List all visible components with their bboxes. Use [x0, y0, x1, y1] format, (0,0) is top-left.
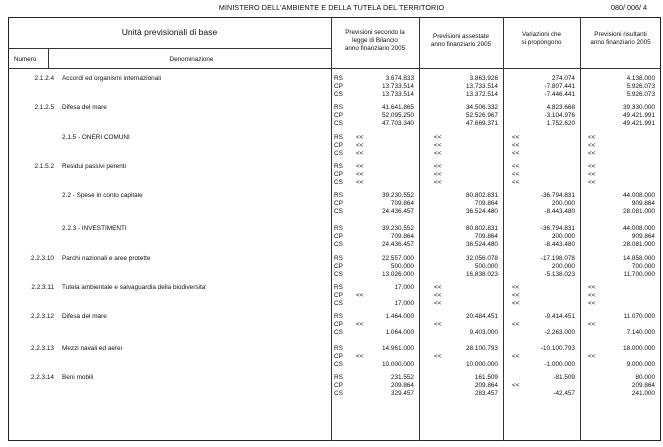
value-assestate: << [434, 134, 442, 141]
value-risultanti: << [588, 321, 596, 328]
table-row-numero: 2.2.3.10 [30, 255, 54, 262]
value-bilancio: 10.000.000 [382, 361, 414, 368]
value-risultanti: 241.000 [631, 390, 655, 397]
value-bilancio: << [356, 142, 364, 149]
value-variazioni: << [512, 163, 520, 170]
value-variazioni: 200.000 [551, 233, 575, 240]
value-bilancio: << [356, 179, 364, 186]
value-risultanti: 39.330.000 [623, 104, 655, 111]
denominazione-header: Denominazione [169, 56, 214, 63]
value-bilancio: 14.961.000 [382, 345, 414, 352]
value-assestate: 3.863.926 [469, 75, 498, 82]
value-risultanti: 80.000 [635, 374, 655, 381]
value-risultanti: 5.926.073 [626, 91, 655, 98]
value-bilancio: 1.464.000 [385, 313, 414, 320]
table-row-denominazione: Beni mobili [62, 374, 94, 381]
value-variazioni: 4.823.668 [546, 104, 575, 111]
table-row-denominazione: 2.2 - Spese in conto capitale [62, 192, 143, 199]
value-variazioni: -8.443.480 [544, 241, 575, 248]
header-divider-upper [8, 48, 331, 49]
value-variazioni: -42.457 [553, 390, 575, 397]
value-variazioni: -7.807.441 [544, 83, 575, 90]
value-risultanti: << [588, 353, 596, 360]
value-bilancio: 209.864 [390, 382, 414, 389]
row-code: CP [334, 353, 343, 360]
row-code: CP [334, 292, 343, 299]
value-assestate: 52.526.967 [466, 112, 498, 119]
value-assestate: << [434, 353, 442, 360]
value-risultanti: 209.864 [631, 382, 655, 389]
value-assestate: << [434, 179, 442, 186]
value-bilancio: 329.457 [390, 390, 414, 397]
row-code: CP [334, 233, 343, 240]
row-code: CP [334, 112, 343, 119]
value-assestate: 500.000 [474, 263, 498, 270]
value-risultanti: << [588, 284, 596, 291]
value-bilancio: << [356, 321, 364, 328]
row-code: RS [334, 104, 343, 111]
value-bilancio: 1.064.000 [385, 329, 414, 336]
value-bilancio: << [356, 171, 364, 178]
value-assestate: 13.372.514 [466, 91, 498, 98]
table-row-numero: 2.2.3.14 [30, 374, 54, 381]
value-variazioni: << [512, 284, 520, 291]
value-assestate: 20.484.451 [466, 313, 498, 320]
value-variazioni: -2.263.000 [544, 329, 575, 336]
value-bilancio: 709.864 [390, 200, 414, 207]
value-bilancio: 24.436.457 [382, 241, 414, 248]
value-variazioni: << [512, 179, 520, 186]
page-reference: 080/ 006/ 4 [611, 3, 647, 12]
value-risultanti: 700.000 [631, 263, 655, 270]
value-assestate: << [434, 321, 442, 328]
row-code: RS [334, 345, 343, 352]
table-row-numero [10, 134, 54, 142]
value-assestate: << [434, 292, 442, 299]
row-code: RS [334, 255, 343, 262]
table-row-denominazione: Difesa del mare [62, 313, 107, 320]
value-bilancio: << [356, 150, 364, 157]
value-bilancio: 17.000 [394, 284, 414, 291]
value-bilancio: << [356, 163, 364, 170]
value-risultanti: 4.138.000 [626, 75, 655, 82]
value-variazioni: -3.104.976 [544, 112, 575, 119]
value-bilancio: << [356, 353, 364, 360]
risultanti-header: Previsioni risultanti anno finanziario 2005 [590, 31, 651, 46]
value-risultanti: 7.140.000 [626, 329, 655, 336]
row-code: CP [334, 171, 343, 178]
unita-previsionali-header: Unità previsionali di base [121, 27, 218, 37]
value-assestate: 32.056.078 [466, 255, 498, 262]
row-code: RS [334, 313, 343, 320]
value-risultanti: << [588, 150, 596, 157]
value-variazioni: -8.443.480 [544, 208, 575, 215]
variazioni-header: Variazioni che si propongono [521, 31, 562, 46]
header-divider-lower [8, 68, 661, 69]
value-risultanti: 14.858.000 [623, 255, 655, 262]
row-code: RS [334, 192, 343, 199]
value-variazioni: -10.100.793 [540, 345, 575, 352]
numero-header: Numero [14, 56, 37, 63]
row-code: CS [334, 91, 343, 98]
value-assestate: 709.864 [474, 200, 498, 207]
value-assestate: 161.509 [474, 374, 498, 381]
value-bilancio: 709.864 [390, 233, 414, 240]
value-risultanti: 49.421.991 [623, 112, 655, 119]
value-assestate: << [434, 284, 442, 291]
value-bilancio: << [356, 292, 364, 299]
value-assestate: 9.403.000 [469, 329, 498, 336]
table-row-numero: 2.1.5.2 [34, 163, 54, 170]
value-assestate: 47.669.371 [466, 120, 498, 127]
divider-assestate [503, 17, 504, 441]
divider-variazioni [580, 17, 581, 441]
value-variazioni: 274.074 [551, 75, 575, 82]
value-variazioni: << [512, 134, 520, 141]
value-variazioni: -17.198.078 [540, 255, 575, 262]
row-code: RS [334, 374, 343, 381]
value-variazioni: -1.000.000 [544, 361, 575, 368]
row-code: CS [334, 271, 343, 278]
value-bilancio: 22.557.000 [382, 255, 414, 262]
row-code: CS [334, 208, 343, 215]
value-risultanti: 28.081.000 [623, 241, 655, 248]
row-code: CS [334, 150, 343, 157]
value-assestate: << [434, 150, 442, 157]
row-code: CS [334, 329, 343, 336]
row-code: CS [334, 179, 343, 186]
value-variazioni: << [512, 142, 520, 149]
value-bilancio: 231.552 [390, 374, 414, 381]
row-code: CS [334, 361, 343, 368]
value-bilancio: 13.733.514 [382, 91, 414, 98]
value-assestate: 36.524.480 [466, 208, 498, 215]
value-assestate: 80.802.831 [466, 192, 498, 199]
table-row-numero [10, 192, 54, 200]
value-variazioni: 200.000 [551, 263, 575, 270]
table-row-denominazione: 2.2.3 - INVESTIMENTI [62, 225, 127, 232]
value-variazioni: -5.138.023 [544, 271, 575, 278]
table-row-numero: 2.2.3.12 [30, 313, 54, 320]
value-bilancio: 47.703.340 [382, 120, 414, 127]
value-risultanti: << [588, 134, 596, 141]
value-variazioni: << [512, 292, 520, 299]
value-risultanti: 909.864 [631, 233, 655, 240]
table-row-numero: 2.2.3.13 [30, 345, 54, 352]
value-variazioni: << [512, 150, 520, 157]
value-bilancio: 41.641.865 [382, 104, 414, 111]
value-risultanti: 18.000.000 [623, 345, 655, 352]
value-risultanti: << [588, 142, 596, 149]
value-variazioni: << [512, 321, 520, 328]
value-assestate: << [434, 171, 442, 178]
row-code: CP [334, 382, 343, 389]
value-risultanti: 11.700.000 [623, 271, 655, 278]
table-row-numero: 2.1.2.4 [34, 75, 54, 82]
row-code: RS [334, 225, 343, 232]
table-row-denominazione: Mezzi navali ed aerei [62, 345, 123, 352]
value-bilancio: 52.095.250 [382, 112, 414, 119]
value-variazioni: 200.000 [551, 200, 575, 207]
table-row-numero: 2.1.2.5 [34, 104, 54, 111]
value-risultanti: 44.008.000 [623, 192, 655, 199]
value-risultanti: << [588, 300, 596, 307]
ministry-title: MINISTERO DELL'AMBIENTE E DELLA TUTELA DEL TERRITORIO [218, 3, 445, 12]
row-code: CP [334, 263, 343, 270]
divider-bilancio [419, 17, 420, 441]
value-variazioni: -81.509 [553, 374, 575, 381]
bilancio-header: Previsioni secondo la legge di Bilancio anno finanziario 2005 [344, 29, 406, 52]
value-assestate: 209.864 [474, 382, 498, 389]
table-row-denominazione: Residui passivi perenti [62, 163, 126, 170]
row-code: CS [334, 300, 343, 307]
value-risultanti: 49.421.991 [623, 120, 655, 127]
value-assestate: 10.000.000 [466, 361, 498, 368]
value-assestate: 283.457 [474, 390, 498, 397]
value-risultanti: 9.000.000 [626, 361, 655, 368]
row-code: CS [334, 120, 343, 127]
value-risultanti: << [588, 163, 596, 170]
table-row-numero [10, 225, 54, 233]
divider-numero [48, 48, 49, 68]
value-risultanti: << [588, 292, 596, 299]
value-variazioni: 1.752.620 [546, 120, 575, 127]
value-risultanti: << [588, 179, 596, 186]
value-bilancio: 500.000 [390, 263, 414, 270]
value-assestate: 34.506.332 [466, 104, 498, 111]
value-variazioni: << [512, 171, 520, 178]
value-risultanti: 11.070.000 [623, 313, 655, 320]
row-code: CS [334, 390, 343, 397]
value-assestate: << [434, 300, 442, 307]
row-code: CP [334, 200, 343, 207]
table-row-denominazione: Difesa del mare [62, 104, 107, 111]
value-assestate: << [434, 163, 442, 170]
value-bilancio: << [356, 134, 364, 141]
divider-denominazione [331, 17, 332, 441]
value-bilancio: 13.733.514 [382, 83, 414, 90]
value-risultanti: 44.008.000 [623, 225, 655, 232]
value-assestate: << [434, 142, 442, 149]
value-variazioni: << [512, 353, 520, 360]
value-variazioni: << [512, 300, 520, 307]
value-risultanti: << [588, 171, 596, 178]
row-code: RS [334, 75, 343, 82]
value-bilancio: 24.436.457 [382, 208, 414, 215]
table-row-denominazione: Parchi nazionali e aree protette [62, 255, 151, 262]
table-row-numero: 2.2.3.11 [31, 284, 54, 291]
value-bilancio: 13.026.000 [382, 271, 414, 278]
value-bilancio: 17.000 [394, 300, 414, 307]
row-code: RS [334, 163, 343, 170]
value-assestate: 80.802.831 [466, 225, 498, 232]
row-code: CP [334, 321, 343, 328]
value-bilancio: 3.674.833 [385, 75, 414, 82]
value-variazioni: -36.794.831 [540, 192, 575, 199]
value-assestate: 28.100.793 [466, 345, 498, 352]
value-risultanti: 28.081.000 [623, 208, 655, 215]
value-assestate: 16.838.023 [466, 271, 498, 278]
value-assestate: 36.524.480 [466, 241, 498, 248]
value-variazioni: -7.446.441 [544, 91, 575, 98]
value-risultanti: 5.926.073 [626, 83, 655, 90]
value-bilancio: 39.230.552 [382, 225, 414, 232]
table-row-denominazione: Accordi ed organismi internazionali [62, 75, 162, 82]
assestate-header: Previsioni assestate anno finanziario 2005 [430, 33, 492, 48]
value-risultanti: 909.864 [631, 200, 655, 207]
value-variazioni: << [512, 382, 520, 389]
value-bilancio: 39.230.552 [382, 192, 414, 199]
row-code: RS [334, 134, 343, 141]
value-assestate: 709.864 [474, 233, 498, 240]
value-variazioni: -9.414.451 [544, 313, 575, 320]
row-code: RS [334, 284, 343, 291]
table-row-denominazione: Tutela ambientale e salvaguardia della biodiversita' [62, 284, 207, 291]
value-variazioni: -36.794.831 [540, 225, 575, 232]
value-assestate: 13.733.514 [466, 83, 498, 90]
row-code: CP [334, 83, 343, 90]
row-code: CP [334, 142, 343, 149]
row-code: CS [334, 241, 343, 248]
table-row-denominazione: 2.1.5 - ONERI COMUNI [62, 134, 130, 141]
